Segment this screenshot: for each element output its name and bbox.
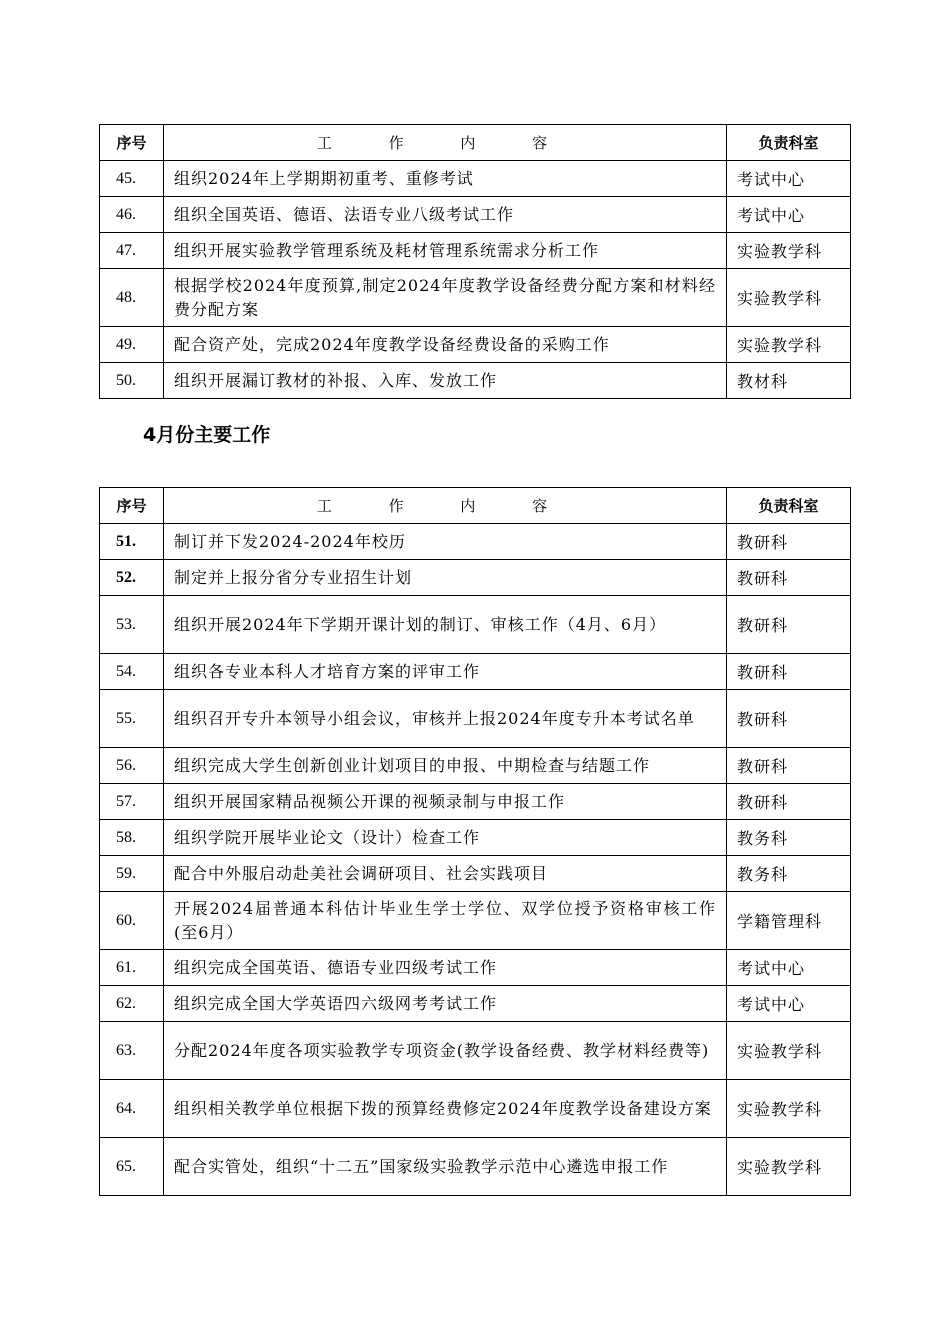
row-dept: 教研科 bbox=[727, 690, 851, 748]
row-num: 57. bbox=[100, 784, 164, 820]
row-dept: 教研科 bbox=[727, 654, 851, 690]
row-dept: 实验教学科 bbox=[727, 269, 851, 327]
table-row bbox=[100, 1022, 851, 1080]
row-num: 60. bbox=[100, 892, 164, 950]
row-num: 49. bbox=[100, 327, 164, 363]
table-row bbox=[100, 327, 851, 363]
table-row bbox=[100, 856, 851, 892]
table-row bbox=[100, 560, 851, 596]
row-dept: 实验教学科 bbox=[727, 1138, 851, 1196]
row-dept: 教研科 bbox=[727, 748, 851, 784]
row-content: 组织开展国家精品视频公开课的视频录制与申报工作 bbox=[164, 784, 727, 820]
row-dept: 考试中心 bbox=[727, 986, 851, 1022]
header-dept: 负责科室 bbox=[727, 125, 851, 161]
row-num: 53. bbox=[100, 596, 164, 654]
row-num: 56. bbox=[100, 748, 164, 784]
row-num: 64. bbox=[100, 1080, 164, 1138]
table-row bbox=[100, 820, 851, 856]
header-dept: 负责科室 bbox=[727, 488, 851, 524]
section-title: 4月份主要工作 bbox=[143, 424, 271, 446]
row-num: 54. bbox=[100, 654, 164, 690]
table-row bbox=[100, 197, 851, 233]
table-row bbox=[100, 892, 851, 950]
table-row bbox=[100, 161, 851, 197]
row-dept: 考试中心 bbox=[727, 197, 851, 233]
table-row bbox=[100, 950, 851, 986]
row-content: 配合实管处，组织“十二五”国家级实验教学示范中心遴选申报工作 bbox=[164, 1138, 727, 1196]
row-dept: 实验教学科 bbox=[727, 1080, 851, 1138]
row-num: 59. bbox=[100, 856, 164, 892]
row-content: 组织完成全国大学英语四六级网考考试工作 bbox=[164, 986, 727, 1022]
row-num: 58. bbox=[100, 820, 164, 856]
table-row bbox=[100, 269, 851, 327]
row-num: 48. bbox=[100, 269, 164, 327]
row-dept: 考试中心 bbox=[727, 950, 851, 986]
row-dept: 教研科 bbox=[727, 524, 851, 560]
row-num: 46. bbox=[100, 197, 164, 233]
row-num: 55. bbox=[100, 690, 164, 748]
row-content: 组织完成大学生创新创业计划项目的申报、中期检查与结题工作 bbox=[164, 748, 727, 784]
table-row bbox=[100, 233, 851, 269]
table-row bbox=[100, 363, 851, 399]
header-content: 工 作 内 容 bbox=[164, 125, 727, 161]
row-dept: 实验教学科 bbox=[727, 233, 851, 269]
row-content: 组织开展2024年下学期开课计划的制订、审核工作（4月、6月） bbox=[164, 596, 727, 654]
row-content: 根据学校2024年度预算,制定2024年度教学设备经费分配方案和材料经费分配方案 bbox=[164, 269, 727, 327]
row-num: 65. bbox=[100, 1138, 164, 1196]
row-content: 组织学院开展毕业论文（设计）检查工作 bbox=[164, 820, 727, 856]
row-content: 组织完成全国英语、德语专业四级考试工作 bbox=[164, 950, 727, 986]
table-row bbox=[100, 596, 851, 654]
row-num: 50. bbox=[100, 363, 164, 399]
row-content: 制定并上报分省分专业招生计划 bbox=[164, 560, 727, 596]
row-num: 52. bbox=[100, 560, 164, 596]
row-dept: 教材科 bbox=[727, 363, 851, 399]
row-dept: 教研科 bbox=[727, 784, 851, 820]
row-num: 51. bbox=[100, 524, 164, 560]
row-content: 配合中外服启动赴美社会调研项目、社会实践项目 bbox=[164, 856, 727, 892]
row-content: 开展2024届普通本科估计毕业生学士学位、双学位授予资格审核工作(至6月） bbox=[164, 892, 727, 950]
row-num: 47. bbox=[100, 233, 164, 269]
table-row bbox=[100, 1138, 851, 1196]
table-row bbox=[100, 690, 851, 748]
row-content: 配合资产处，完成2024年度教学设备经费设备的采购工作 bbox=[164, 327, 727, 363]
row-content: 组织开展实验教学管理系统及耗材管理系统需求分析工作 bbox=[164, 233, 727, 269]
work-table-march bbox=[99, 124, 851, 399]
table-header-row bbox=[100, 488, 851, 524]
row-dept: 教研科 bbox=[727, 596, 851, 654]
row-dept: 教务科 bbox=[727, 856, 851, 892]
row-content: 制订并下发2024-2024年校历 bbox=[164, 524, 727, 560]
row-content: 组织2024年上学期期初重考、重修考试 bbox=[164, 161, 727, 197]
header-num: 序号 bbox=[100, 488, 164, 524]
table-header-row bbox=[100, 125, 851, 161]
row-content: 组织开展漏订教材的补报、入库、发放工作 bbox=[164, 363, 727, 399]
row-content: 组织召开专升本领导小组会议，审核并上报2024年度专升本考试名单 bbox=[164, 690, 727, 748]
row-dept: 实验教学科 bbox=[727, 1022, 851, 1080]
table-row bbox=[100, 986, 851, 1022]
row-dept: 教研科 bbox=[727, 560, 851, 596]
row-content: 组织相关教学单位根据下拨的预算经费修定2024年度教学设备建设方案 bbox=[164, 1080, 727, 1138]
row-dept: 教务科 bbox=[727, 820, 851, 856]
row-num: 63. bbox=[100, 1022, 164, 1080]
row-num: 45. bbox=[100, 161, 164, 197]
table-row bbox=[100, 654, 851, 690]
row-dept: 学籍管理科 bbox=[727, 892, 851, 950]
row-dept: 实验教学科 bbox=[727, 327, 851, 363]
header-content: 工 作 内 容 bbox=[164, 488, 727, 524]
row-dept: 考试中心 bbox=[727, 161, 851, 197]
row-num: 62. bbox=[100, 986, 164, 1022]
row-content: 组织各专业本科人才培育方案的评审工作 bbox=[164, 654, 727, 690]
row-content: 组织全国英语、德语、法语专业八级考试工作 bbox=[164, 197, 727, 233]
row-content: 分配2024年度各项实验教学专项资金(教学设备经费、教学材料经费等) bbox=[164, 1022, 727, 1080]
row-num: 61. bbox=[100, 950, 164, 986]
work-table-april bbox=[99, 487, 851, 1196]
table-row bbox=[100, 524, 851, 560]
table-row bbox=[100, 1080, 851, 1138]
header-num: 序号 bbox=[100, 125, 164, 161]
table-row bbox=[100, 748, 851, 784]
table-row bbox=[100, 784, 851, 820]
